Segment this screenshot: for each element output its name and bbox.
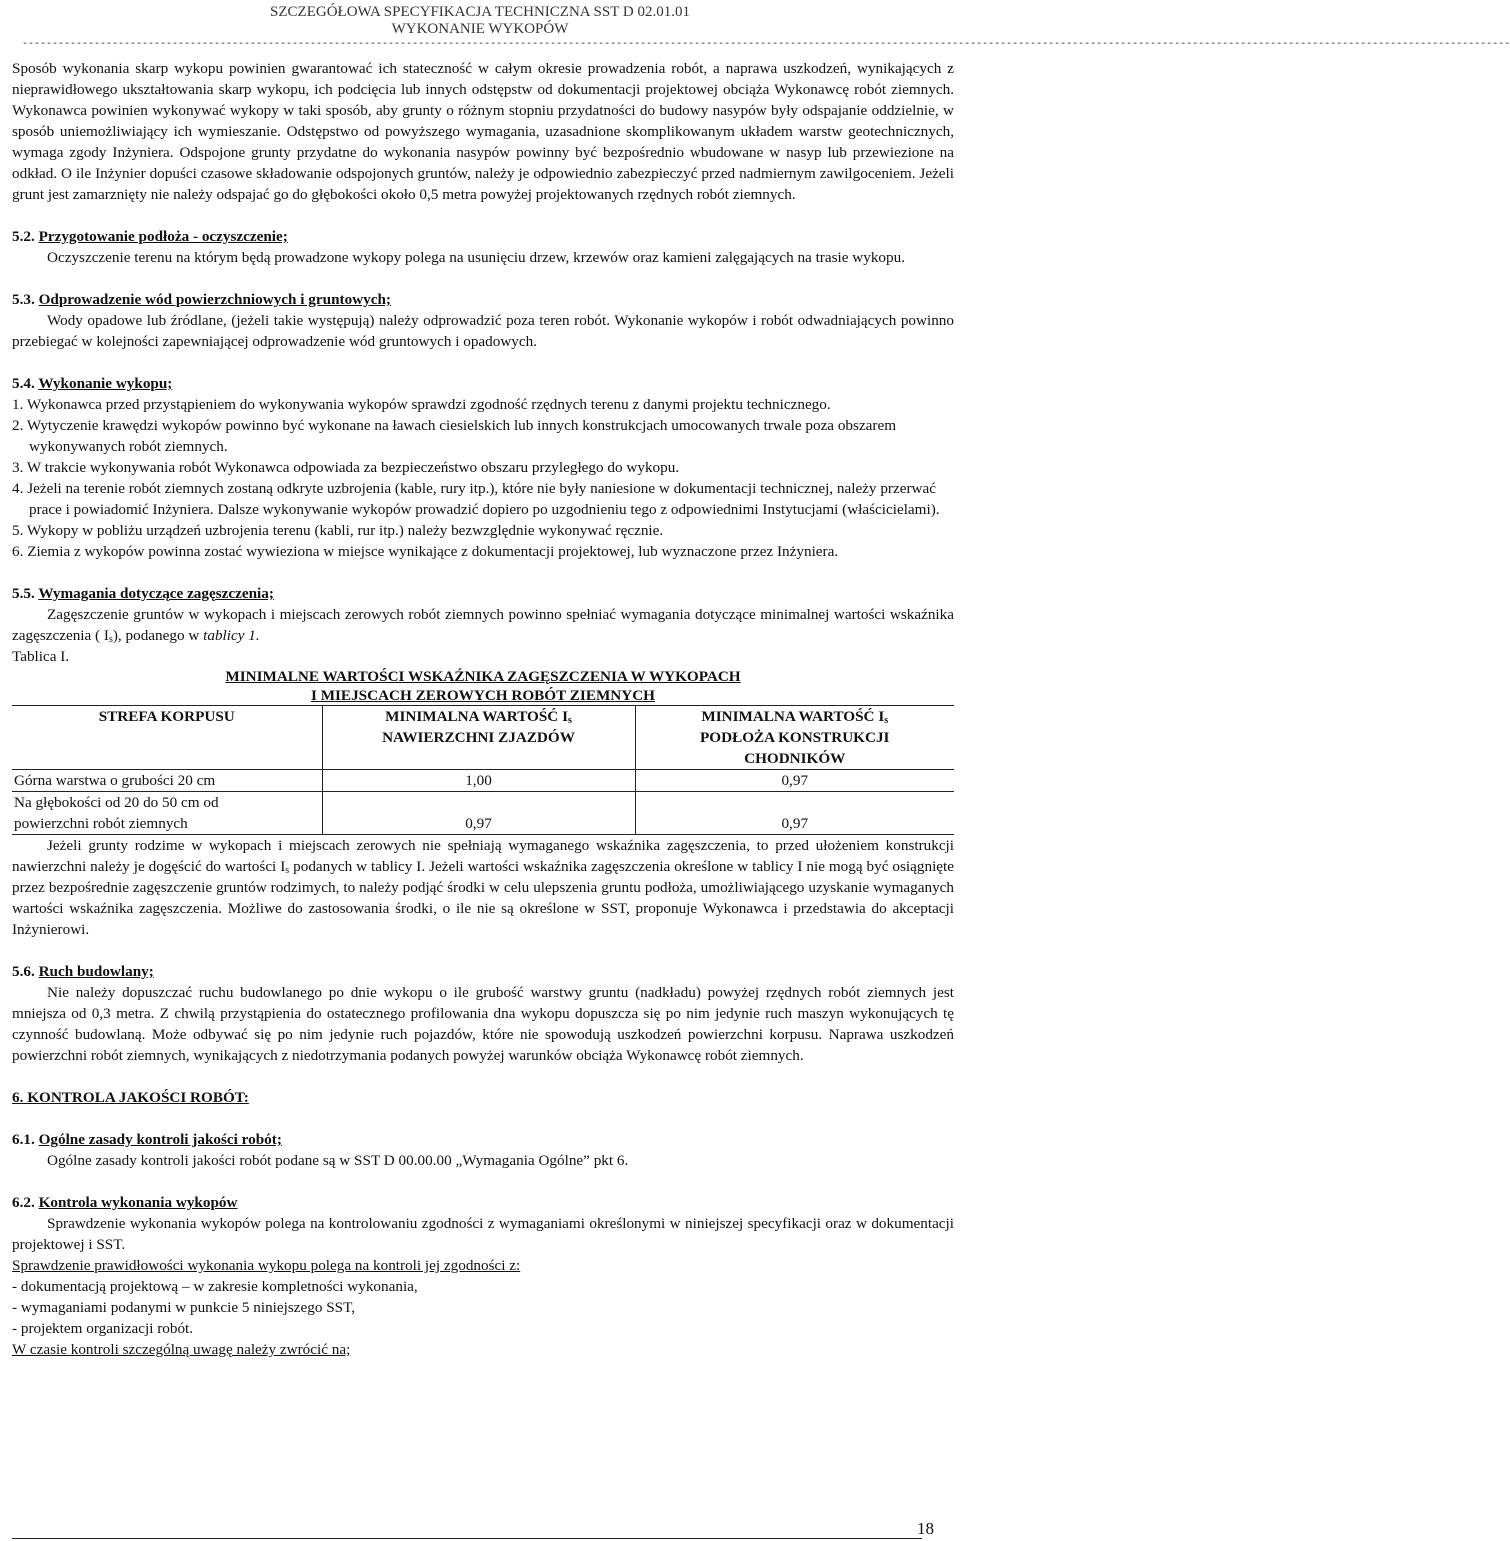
section-title: Wykonanie wykopu; xyxy=(38,375,173,392)
table-row xyxy=(12,770,954,792)
subscript: s xyxy=(884,715,889,726)
header-title: SZCZEGÓŁOWA SPECYFIKACJA TECHNICZNA SST D 02.01.01 xyxy=(270,4,690,20)
table-cell: 1,00 xyxy=(322,770,635,792)
header-text: PODŁOŻA KONSTRUKCJI xyxy=(700,729,890,746)
footer-rule xyxy=(12,1538,922,1539)
subscript: s xyxy=(567,715,572,726)
header-text: CHODNIKÓW xyxy=(744,750,846,767)
table-title xyxy=(12,667,954,705)
table-title-line1: MINIMALNE WARTOŚCI WSKAŹNIKA ZAGĘSZCZENIA W WYKOPACH xyxy=(225,668,741,685)
table-row xyxy=(12,792,954,835)
table-header-cell xyxy=(322,706,635,770)
section-5-2-text: Oczyszczenie terenu na którym będą prowadzone wykopy polega na usunięciu drzew, krzewów oraz kamieni zalęgających na trasie wykopu. xyxy=(47,249,906,266)
compaction-table xyxy=(12,705,954,835)
table-cell: 0,97 xyxy=(635,792,954,835)
table-label: Tablica I. xyxy=(12,648,70,665)
section-5-3-text: Wody opadowe lub źródlane, (jeżeli takie występują) należy odprowadzić poza teren robót. Wykonanie wykopów i robót odwadniających powinno przebiegać w kolejności zapewniającej odprowadzenie wód gruntowych i opadowych. xyxy=(12,312,954,350)
section-number: 5.4. xyxy=(12,375,35,392)
table-header-row xyxy=(12,706,954,770)
underlined-text: W czasie kontroli szczególną uwagę należy zwrócić na; xyxy=(12,1341,351,1358)
list-item: 2. Wytyczenie krawędzi wykopów powinno być wykonane na ławach ciesielskich lub innych konstrukcjach umocowanych trwale poza obszarem wykonywanych robót ziemnych. xyxy=(12,417,897,455)
section-6-2-underlined xyxy=(12,1255,954,1276)
section-6-1-text: Ogólne zasady kontroli jakości robót podane są w SST D 00.00.00 „Wymagania Ogólne” pkt 6. xyxy=(47,1152,629,1169)
subscript: s xyxy=(285,865,290,876)
table-cell: Górna warstwa o grubości 20 cm xyxy=(12,770,322,792)
intro-paragraph: Sposób wykonania skarp wykopu powinien gwarantować ich stateczność w całym okresie prowadzenia robót, a naprawa uszkodzeń, wynikających z nieprawidłowego ukształtowania skarp wykopu, ich podcięcia lub innych odstępstw od dokumentacji projektowej obciąża Wykonawcę robót ziemnych. Wykonawca powinien wykonywać wykopy w taki sposób, aby grunty o różnym stopniu przydatności do budowy nasypów były odspajanie oddzielnie, w sposób uniemożliwiający ich wymieszanie. Odstępstwo od powyższego wymagania, uzasadnione skomplikowanym układem warstw geotechnicznych, wymaga zgody Inżyniera. Odspojone grunty przydatne do wykonania nasypów powinny być bezpośrednio wbudowane w nasyp lub przewiezione na odkład. O ile Inżynier dopuści czasowe składowanie odspojonych gruntów, należy je odpowiednio zabezpieczyć przed nadmiernym zawilgoceniem. Jeżeli grunt jest zamarznięty nie należy odspajać go do głębokości około 0,5 metra powyżej projektowanych rzędnych robót ziemnych. xyxy=(12,60,954,203)
section-title: Ogólne zasady kontroli jakości robót; xyxy=(38,1131,282,1148)
section-6-heading xyxy=(12,1087,954,1108)
section-5-5-after-text xyxy=(12,835,954,940)
section-5-2-heading xyxy=(12,226,954,247)
list-item: 6. Ziemia z wykopów powinna zostać wywieziona w miejsce wynikające z dokumentacji projektowej, lub wyznaczone przez Inżyniera. xyxy=(12,543,839,560)
list-item: - dokumentacją projektową – w zakresie kompletności wykonania, xyxy=(12,1278,418,1295)
section-number: 5.6. xyxy=(12,963,35,980)
document-body xyxy=(12,58,954,1360)
table-cell xyxy=(12,792,322,835)
section-number: 6.1. xyxy=(12,1131,35,1148)
section-5-3-heading xyxy=(12,289,954,310)
section-6-1-heading xyxy=(12,1129,954,1150)
table-header-cell: STREFA KORPUSU xyxy=(12,706,322,770)
text-part: podanych w tablicy I. Jeżeli wartości wskaźnika zagęszczenia określone w tablicy I nie mogą być osiągnięte przez bezpośrednie zagęszczenie gruntów rodzimych, to należy podjąć środki w celu ulepszenia gruntu podłoża, umożliwiającego uzyskanie wymaganych wartości wskaźnika zagęszczenia. Możliwe do zastosowania środki, o ile nie są określone w SST, proponuje Wykonawca i przedstawia do akceptacji Inżynierowi. xyxy=(12,858,954,938)
page-header xyxy=(0,0,960,38)
section-number: 6.2. xyxy=(12,1194,35,1211)
section-number: 5.5. xyxy=(12,585,35,602)
section-title: Kontrola wykonania wykopów xyxy=(38,1194,238,1211)
list-item: 1. Wykonawca przed przystąpieniem do wykonywania wykopów sprawdzi zgodność rzędnych terenu z danymi projektu technicznego. xyxy=(12,396,831,413)
section-6-2-last xyxy=(12,1339,954,1360)
section-5-4-heading xyxy=(12,373,954,394)
table-header-cell xyxy=(635,706,954,770)
section-5-5-text xyxy=(12,604,954,646)
subscript: s xyxy=(108,634,113,645)
section-number: 5.2. xyxy=(12,228,35,245)
cell-text: Na głębokości od 20 do 50 cm od xyxy=(14,794,219,811)
header-text: MINIMALNA WARTOŚĆ I xyxy=(701,708,885,725)
header-text: NAWIERZCHNI ZJAZDÓW xyxy=(382,729,575,746)
section-title: Ruch budowlany; xyxy=(38,963,154,980)
section-number: 5.3. xyxy=(12,291,35,308)
section-5-5-heading xyxy=(12,583,954,604)
section-title: Odprowadzenie wód powierzchniowych i gruntowych; xyxy=(38,291,391,308)
table-cell: 0,97 xyxy=(322,792,635,835)
text-part: ), podanego w xyxy=(112,627,204,644)
header-rule: -------------------------------------------------------------------------------------------------------------------------------------------------------------------------------------------------------------------------------------------------------- xyxy=(22,39,1510,50)
list-item: - wymaganiami podanymi w punkcie 5 niniejszego SST, xyxy=(12,1299,356,1316)
header-text: MINIMALNA WARTOŚĆ I xyxy=(385,708,568,725)
italic-ref: tablicy 1. xyxy=(203,627,260,644)
section-title: 6. KONTROLA JAKOŚCI ROBÓT: xyxy=(12,1089,249,1106)
cell-text: powierzchni robót ziemnych xyxy=(14,815,188,832)
section-6-2-heading xyxy=(12,1192,954,1213)
table-cell: 0,97 xyxy=(635,770,954,792)
list-item: - projektem organizacji robót. xyxy=(12,1320,194,1337)
text-part: Jeżeli grunty rodzime w wykopach i miejscach zerowych nie spełniają wymaganego wskaźnika zagęszczenia, to przed ułożeniem konstrukcji nawierzchni należy je dogęścić do wartości I xyxy=(12,837,954,875)
section-title: Przygotowanie podłoża - oczyszczenie; xyxy=(38,228,288,245)
section-5-4-list xyxy=(12,394,954,562)
header-subtitle: WYKONANIE WYKOPÓW xyxy=(391,21,569,37)
section-5-6-text: Nie należy dopuszczać ruchu budowlanego po dnie wykopu o ile grubość warstwy gruntu (nadkładu) powyżej rzędnych robót ziemnych jest mniejsza od 0,3 metra. Z chwilą przystąpienia do ostatecznego profilowania dna wykopu dopuszcza się po nim jedynie ruch maszyn wykonujących tę czynność budowlaną. Może odbywać się po nim jedynie ruch pojazdów, które nie spowodują uszkodzeń powierzchni korpusu. Naprawa uszkodzeń powierzchni robót ziemnych, wynikających z niedotrzymania podanych powyżej warunków obciąża Wykonawcę robót ziemnych. xyxy=(12,984,954,1064)
section-title: Wymagania dotyczące zagęszczenia; xyxy=(38,585,274,602)
table-title-line2: I MIEJSCACH ZEROWYCH ROBÓT ZIEMNYCH xyxy=(310,687,655,704)
list-item: 5. Wykopy w pobliżu urządzeń uzbrojenia terenu (kabli, rur itp.) należy bezwzględnie wykonywać ręcznie. xyxy=(12,522,664,539)
section-6-2-text: Sprawdzenie wykonania wykopów polega na kontrolowaniu zgodności z wymaganiami określonymi w niniejszej specyfikacji oraz w dokumentacji projektowej i SST. xyxy=(12,1215,954,1253)
section-5-6-heading xyxy=(12,961,954,982)
list-item: 3. W trakcie wykonywania robót Wykonawca odpowiada za bezpieczeństwo obszaru przyległego do wykopu. xyxy=(12,459,680,476)
underlined-text: Sprawdzenie prawidłowości wykonania wykopu polega na kontroli jej zgodności z: xyxy=(12,1257,521,1274)
list-item: 4. Jeżeli na terenie robót ziemnych zostaną odkryte uzbrojenia (kable, rury itp.), które nie były naniesione w dokumentacji technicznej, należy przerwać prace i powiadomić Inżyniera. Dalsze wykonywanie wykopów prowadzić dopiero po uzgodnieniu tego z odpowiednimi Instytucjami (właścicielami). xyxy=(12,480,940,518)
page-number: 18 xyxy=(917,1519,934,1538)
text-part: Zagęszczenie gruntów w wykopach i miejscach zerowych robót ziemnych powinno spełniać wymagania dotyczące minimalnej wartości wskaźnika zagęszczenia ( I xyxy=(12,606,954,644)
